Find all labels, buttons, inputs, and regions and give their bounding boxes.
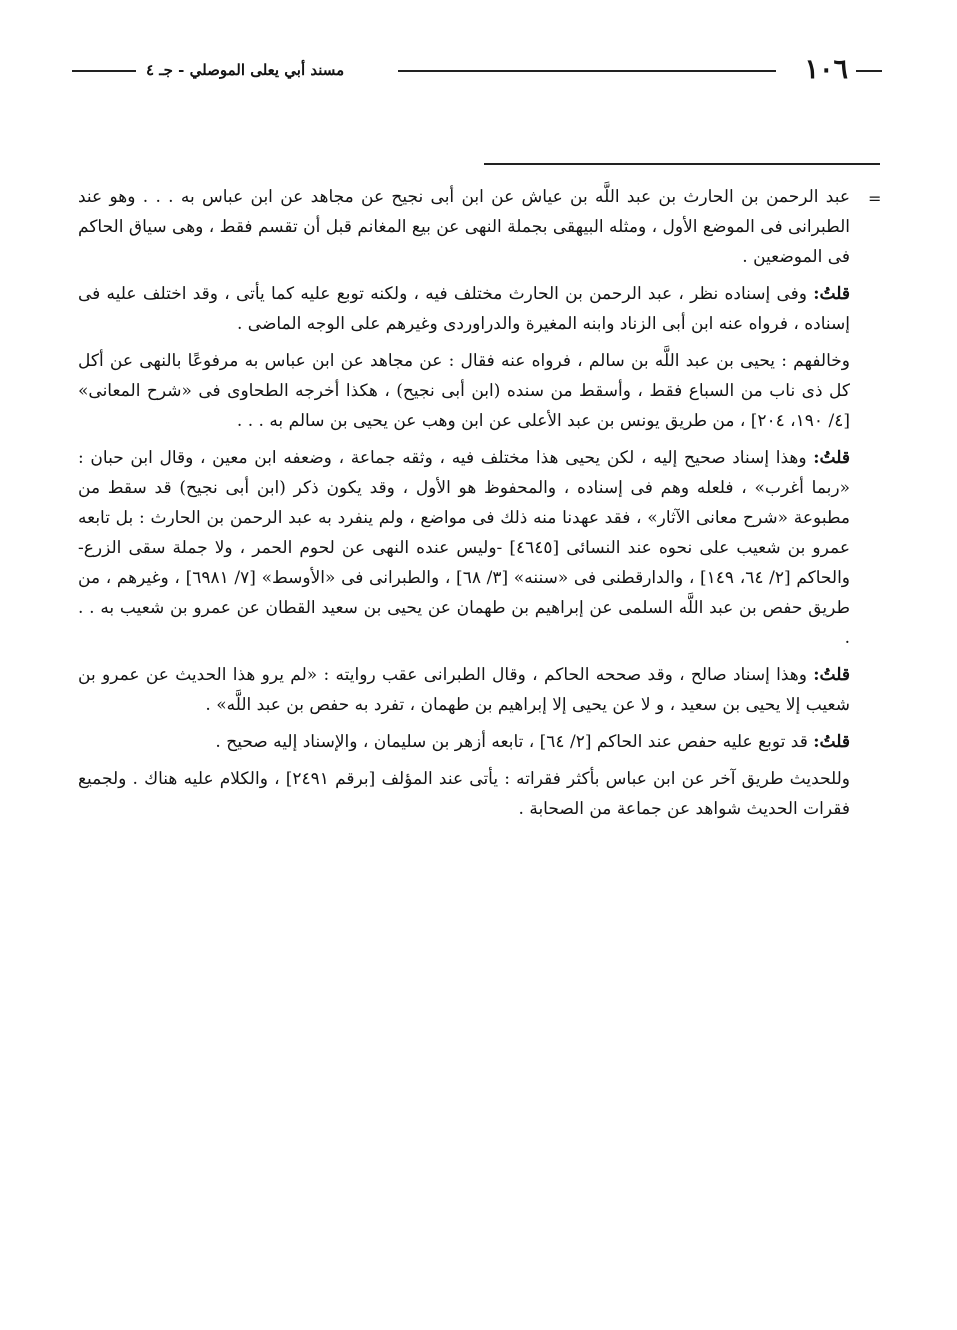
header-dash [856, 70, 882, 72]
paragraph [78, 443, 850, 653]
paragraph-lead: قلتُ: [813, 665, 850, 685]
paragraph-lead: قلتُ: [813, 448, 850, 468]
paragraph [78, 346, 850, 436]
footnote-separator [484, 163, 880, 165]
page-number: ١٠٦ [804, 54, 848, 85]
paragraph-text: قد توبع عليه حفص عند الحاكم [٢/ ٦٤] ، تابعه أزهر بن سليمان ، والإسناد إليه صحيح . [215, 732, 808, 752]
header-dash [72, 70, 136, 72]
header-rule [398, 70, 776, 72]
paragraph-text: وفى إسناده نظر ، عبد الرحمن بن الحارث مختلف فيه ، ولكنه توبع عليه كما يأتى ، وقد اختلف عليه فى إسناده ، فرواه عنه ابن أبى الزناد وابنه المغيرة والدراوردى وغيرهم على الوجه الماضى . [78, 284, 850, 334]
paragraph [78, 764, 850, 824]
paragraph-text: وللحديث طريق آخر عن ابن عباس بأكثر فقراته : يأتى عند المؤلف [برقم ٢٤٩١] ، والكلام عليه هناك . ولجميع فقرات الحديث شواهد عن جماعة من الصحابة . [78, 769, 850, 819]
paragraph-lead: قلتُ: [813, 284, 850, 304]
paragraph-text: وخالفهم : يحيى بن عبد اللَّه بن سالم ، فرواه عنه فقال : عن مجاهد عن ابن عباس به مرفوعًا بالنهى عن أكل كل ذى ناب من السباع فقط ، وأسقط من سنده (ابن أبى نجيح) ، هكذا أخرجه الطحاوى فى «شرح المعانى» [٤/ ١٩٠، ٢٠٤] ، من طريق يونس بن عبد الأعلى عن ابن وهب عن يحيى بن سالم به . . . [78, 351, 850, 431]
paragraph-lead: قلتُ: [813, 732, 850, 752]
paragraph [78, 182, 850, 272]
paragraph-text: وهذا إسناد صالح ، وقد صححه الحاكم ، وقال الطبرانى عقب روايته : «لم يرو هذا الحديث عن عمرو بن شعيب إلا يحيى بن سعيد ، و لا عن يحيى إلا إبراهيم بن طهمان ، تفرد به حفص بن عبد اللَّه» . [78, 665, 850, 715]
paragraph [78, 279, 850, 339]
paragraph-text: وهذا إسناد صحيح إليه ، لكن يحيى هذا مختلف فيه ، وثقه جماعة ، وضعفه ابن معين ، وقال ابن حبان : «ربما أغرب» ، فلعله وهم فى إسناده ، والمحفوظ هو الأول ، وقد يكون ذكر (ابن أبى نجيح) قد سقط من مطبوعة «شرح معانى الآثار» ، فقد عهدنا منه ذلك فى مواضع ، ولم ينفرد به عبد الرحمن بن الحارث : بل تابعه عمرو بن شعيب على نحوه عند النسائى [٤٦٤٥] -وليس عنده النهى عن لحوم الحمر ، ولا جملة سقى الزرع- والحاكم [٢/ ٦٤، ١٤٩] ، والدارقطنى فى «سننه» [٣/ ٦٨] ، والطبرانى فى «الأوسط» [٧/ ٦٩٨١] ، وغيرهم ، من طريق حفص بن عبد اللَّه السلمى عن إبراهيم بن طهمان عن يحيى بن سعيد القطان عن عمرو بن شعيب به . . . [78, 448, 851, 648]
footnote-body [78, 182, 850, 831]
paragraph [78, 727, 850, 757]
running-title: مسند أبي يعلى الموصلي - جـ ٤ [146, 61, 345, 79]
paragraph [78, 660, 850, 720]
continuation-mark: = [868, 189, 882, 208]
paragraph-text: عبد الرحمن بن الحارث بن عبد اللَّه بن عياش عن ابن أبى نجيح عن مجاهد عن ابن عباس به . . . وهو عند الطبرانى فى الموضع الأول ، ومثله البيهقى بجملة النهى عن بيع المغانم قبل أن تقسم فقط ، وهى سياق الحاكم فى الموضعين . [78, 187, 850, 267]
running-header [72, 52, 882, 88]
